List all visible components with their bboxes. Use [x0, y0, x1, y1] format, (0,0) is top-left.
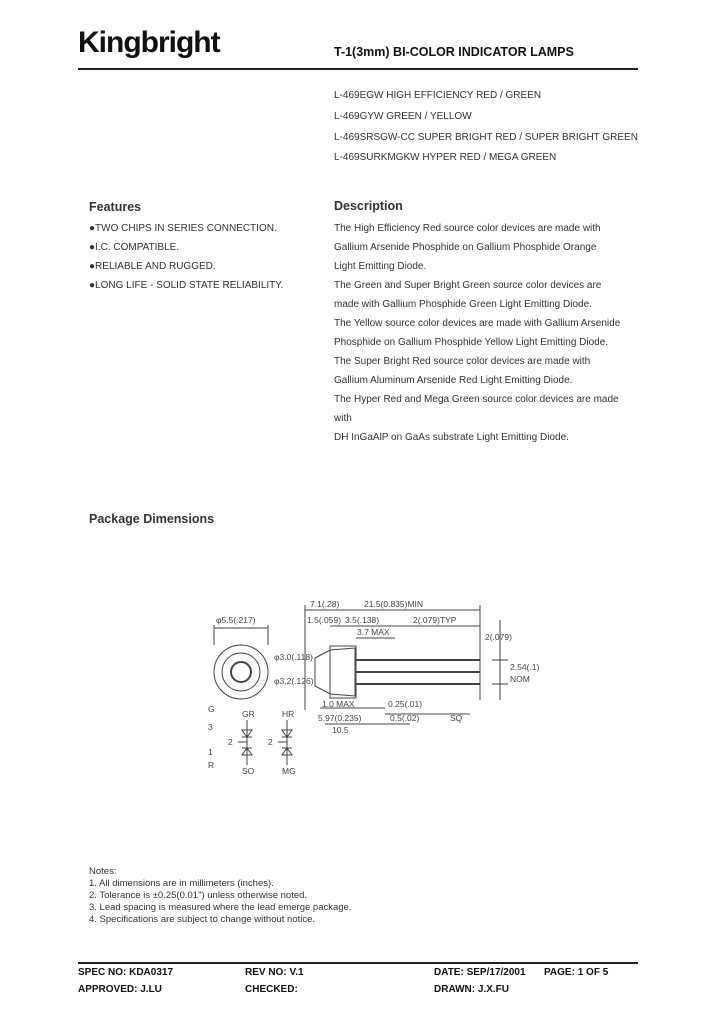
approved-by: APPROVED: J.LU — [78, 984, 162, 995]
schematic-label-gr: GR — [242, 709, 255, 719]
dim-2: 2(.079) — [485, 632, 512, 642]
description-line: Phosphide on Gallium Phosphide Yellow Light Emitting Diode. — [334, 337, 609, 348]
schematic-label-so: SO — [242, 766, 255, 776]
brand-logo: Kingbright — [78, 26, 220, 59]
description-line: The Hyper Red and Mega Green source color devices are made with — [334, 394, 619, 424]
rev-no: REV NO: V.1 — [245, 967, 304, 978]
dim-diam-outer: φ5.5(.217) — [216, 615, 256, 625]
schematic-pin-2-left: 2 — [228, 737, 233, 747]
dim-37max: 3.7 MAX — [357, 627, 390, 637]
dim-025: 0.25(.01) — [388, 699, 423, 709]
note-item: 3. Lead spacing is measured where the lead emerge package. — [89, 902, 352, 913]
description-line: Gallium Arsenide Phosphide on Gallium Phosphide Orange — [334, 242, 597, 253]
schematic-label-mg: MG — [282, 766, 296, 776]
description-line: Gallium Aluminum Arsenide Red Light Emitting Diode. — [334, 375, 573, 386]
description-line: The Yellow source color devices are made with Gallium Arsenide — [334, 318, 621, 329]
description-line: Light Emitting Diode. — [334, 261, 427, 272]
note-item: 1. All dimensions are in millimeters (inches). — [89, 878, 274, 889]
dim-105: 10.5 — [332, 725, 349, 735]
dim-05: 0.5(.02) — [390, 713, 420, 723]
document-title: T-1(3mm) BI-COLOR INDICATOR LAMPS — [334, 45, 574, 59]
part-line: L-469SURKMGKW HYPER RED / MEGA GREEN — [334, 152, 557, 163]
dim-nom: NOM — [510, 674, 530, 684]
description-heading: Description — [334, 199, 403, 213]
note-item: 2. Tolerance is ±0.25(0.01") unless otherwise noted. — [89, 890, 308, 901]
header-rule — [78, 68, 638, 70]
description-line: made with Gallium Phosphide Green Light Emitting Diode. — [334, 299, 592, 310]
led-body-outline — [315, 648, 355, 696]
dim-15: 1.5(.059) — [307, 615, 342, 625]
spec-no: SPEC NO: KDA0317 — [78, 967, 174, 978]
feature-item: ●LONG LIFE - SOLID STATE RELIABILITY. — [89, 280, 284, 291]
schematic-side-r: R — [208, 760, 215, 770]
dim-254: 2.54(.1) — [510, 662, 540, 672]
dim-1max: 1.0 MAX — [322, 699, 355, 709]
dim-597: 5.97(0.235) — [318, 713, 362, 723]
dim-35: 3.5(.138) — [345, 615, 380, 625]
description-line: The High Efficiency Red source color devices are made with — [334, 223, 601, 234]
features-heading: Features — [89, 200, 142, 214]
description-line: The Green and Super Bright Green source color devices are — [334, 280, 602, 291]
note-item: 4. Specifications are subject to change without notice. — [89, 914, 316, 925]
description-line: The Super Bright Red source color devices are made with — [334, 356, 591, 367]
part-line: L-469EGW HIGH EFFICIENCY RED / GREEN — [334, 90, 542, 101]
description-line: DH InGaAlP on GaAs substrate Light Emitting Diode. — [334, 432, 569, 443]
dim-215: 21.5(0.835)MIN — [364, 599, 424, 609]
schematic-pin-3: 3 — [208, 722, 213, 732]
schematic-pin-2-right: 2 — [268, 737, 273, 747]
schematic-label-hr: HR — [282, 709, 295, 719]
notes-heading: Notes: — [89, 866, 117, 877]
footer-rule — [78, 962, 638, 964]
dim-2typ: 2(.079)TYP — [413, 615, 457, 625]
feature-item: ●RELIABLE AND RUGGED. — [89, 261, 216, 272]
dim-sq: SQ — [450, 713, 463, 723]
schematic-side-g: G — [208, 704, 215, 714]
part-line: L-469GYW GREEN / YELLOW — [334, 111, 472, 122]
date: DATE: SEP/17/2001 — [434, 967, 526, 978]
description-body — [334, 219, 624, 447]
package-dimensions-heading: Package Dimensions — [89, 512, 215, 526]
lens-inner-circle — [222, 653, 260, 691]
package-drawing — [180, 590, 550, 790]
schematic-pin-1: 1 — [208, 747, 213, 757]
led-flange — [330, 646, 356, 698]
drawn-by: DRAWN: J.X.FU — [434, 984, 509, 995]
page-number: PAGE: 1 OF 5 — [544, 967, 609, 978]
part-line: L-469SRSGW-CC SUPER BRIGHT RED / SUPER BRIGHT GREEN — [334, 132, 638, 143]
dim-71: 7.1(.28) — [310, 599, 340, 609]
lens-core-circle — [231, 662, 251, 682]
feature-item: ●I.C. COMPATIBLE. — [89, 242, 180, 253]
feature-item: ●TWO CHIPS IN SERIES CONNECTION. — [89, 223, 277, 234]
dim-diam3: φ3.0(.118) — [274, 652, 313, 662]
checked-by: CHECKED: — [245, 984, 298, 995]
dim-diam32: φ3.2(.126) — [274, 676, 314, 686]
